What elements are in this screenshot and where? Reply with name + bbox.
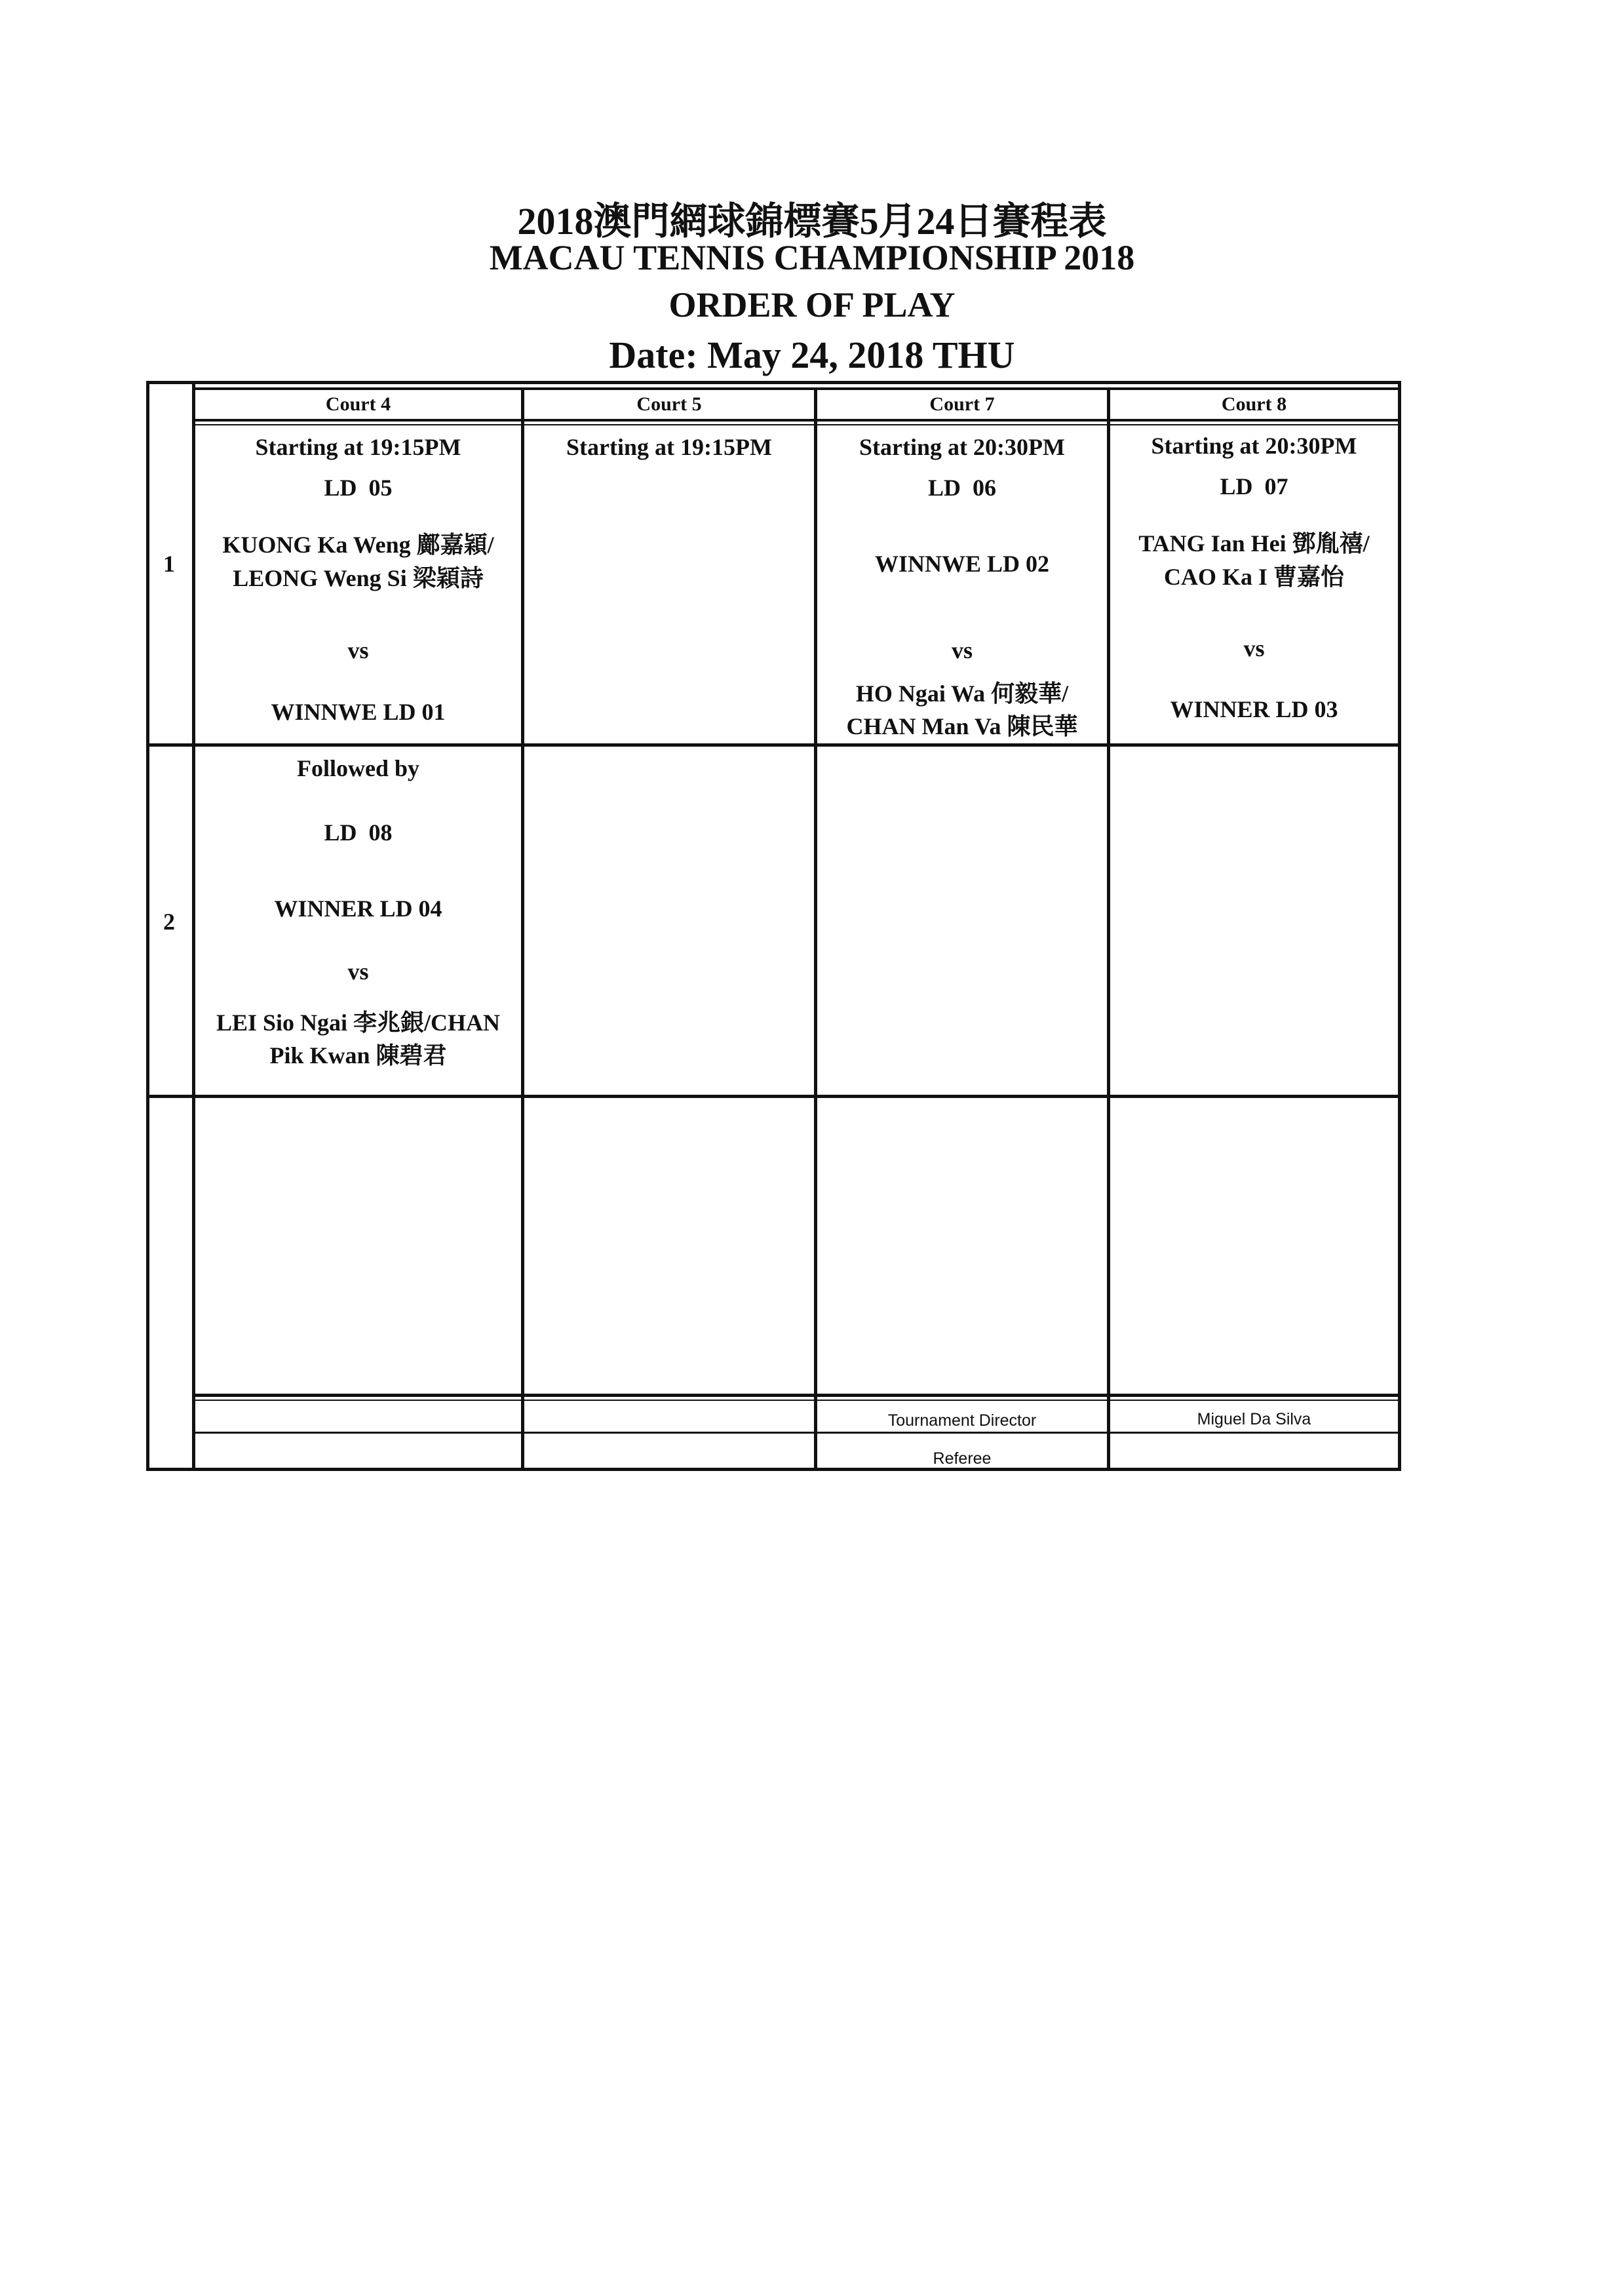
match-code: LD 05 (324, 475, 393, 501)
title-order-of-play: ORDER OF PLAY (668, 285, 956, 324)
team2-line2: CHAN Man Va 陳民華 (846, 713, 1078, 739)
row-number-2: 2 (163, 909, 175, 935)
match-cell-r1-court8 (1110, 425, 1398, 743)
row-number-1: 1 (163, 551, 175, 577)
team1-line1: KUONG Ka Weng 鄺嘉穎/ (222, 532, 494, 558)
team1-line1: TANG Ian Hei 鄧胤禧/ (1138, 530, 1370, 557)
title-english: MACAU TENNIS CHAMPIONSHIP 2018 (489, 238, 1135, 277)
team2-line1: HO Ngai Wa 何毅華/ (855, 680, 1069, 707)
vs-label: vs (951, 637, 973, 663)
team2-line1: LEI Sio Ngai 李兆銀/CHAN (216, 1010, 501, 1036)
title-date: Date: May 24, 2018 THU (609, 334, 1015, 376)
court-header-7: Court 7 (929, 393, 995, 415)
match-code: LD 07 (1220, 473, 1288, 500)
vs-label: vs (1243, 635, 1265, 661)
match-cell-r1-court7 (817, 425, 1107, 743)
vs-label: vs (347, 637, 369, 663)
court-header-8: Court 8 (1221, 393, 1287, 415)
schedule-table (146, 381, 1401, 1471)
start-time: Starting at 20:30PM (859, 434, 1065, 460)
court-header-5: Court 5 (636, 393, 702, 415)
team2-line1: WINNWE LD 01 (271, 699, 446, 725)
match-cell-r1-court4 (195, 425, 521, 743)
match-cell-r1-court5 (524, 425, 814, 743)
start-time: Starting at 19:15PM (255, 434, 461, 460)
team2-line2: Pik Kwan 陳碧君 (269, 1042, 447, 1069)
start-time: Starting at 19:15PM (566, 434, 772, 460)
team1-line2: LEONG Weng Si 梁穎詩 (233, 565, 484, 591)
team1-line2: CAO Ka I 曹嘉怡 (1163, 564, 1344, 590)
referee-label: Referee (933, 1449, 992, 1468)
match-code: LD 08 (324, 819, 393, 846)
match-cell-r2-court4 (195, 747, 521, 1095)
court-header-4: Court 4 (325, 393, 391, 415)
vs-label: vs (347, 958, 369, 985)
team1-line1: WINNER LD 04 (274, 895, 442, 922)
start-time: Starting at 20:30PM (1151, 433, 1357, 459)
team1-line1: WINNWE LD 02 (874, 551, 1050, 577)
team2-line1: WINNER LD 03 (1170, 696, 1338, 722)
tournament-director-name: Miguel Da Silva (1197, 1410, 1311, 1428)
start-time: Followed by (296, 755, 419, 781)
match-code: LD 06 (927, 475, 996, 501)
title-chinese: 2018澳門網球錦標賽5月24日賽程表 (517, 200, 1107, 243)
tournament-director-label: Tournament Director (887, 1411, 1037, 1430)
